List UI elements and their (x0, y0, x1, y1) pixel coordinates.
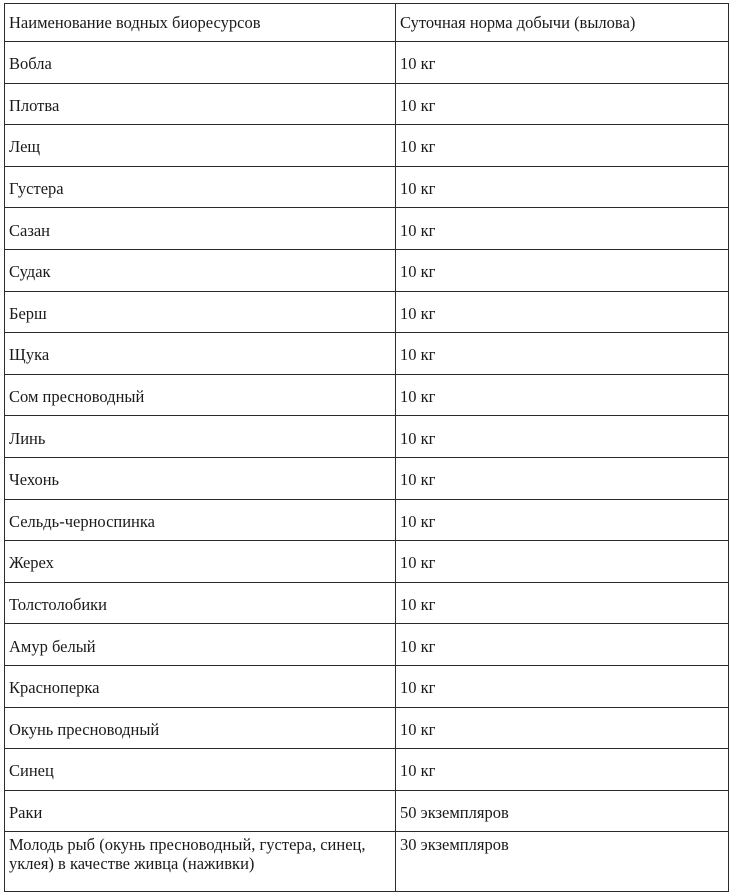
daily-norm-cell: 10 кг (396, 624, 729, 666)
table-header-row (5, 4, 729, 42)
resource-name-cell: Синец (5, 749, 396, 791)
table-body (5, 42, 729, 892)
document-page (4, 3, 728, 892)
daily-norm-cell: 10 кг (396, 249, 729, 291)
daily-norm-cell: 10 кг (396, 291, 729, 333)
catch-norms-table (4, 3, 729, 892)
table-row (5, 249, 729, 291)
table-row (5, 291, 729, 333)
daily-norm-cell: 10 кг (396, 707, 729, 749)
table-row (5, 624, 729, 666)
table-row (5, 665, 729, 707)
daily-norm-cell: 10 кг (396, 582, 729, 624)
resource-name-cell: Линь (5, 416, 396, 458)
table-row (5, 541, 729, 583)
resource-name-cell: Раки (5, 790, 396, 832)
daily-norm-cell: 10 кг (396, 333, 729, 375)
resource-name-cell: Окунь пресноводный (5, 707, 396, 749)
resource-name-cell: Амур белый (5, 624, 396, 666)
resource-name-cell: Судак (5, 249, 396, 291)
resource-name-cell: Густера (5, 166, 396, 208)
table-row (5, 125, 729, 167)
daily-norm-cell: 10 кг (396, 749, 729, 791)
resource-name-cell: Плотва (5, 83, 396, 125)
daily-norm-cell: 30 экземпляров (396, 832, 729, 892)
daily-norm-cell: 10 кг (396, 457, 729, 499)
resource-name-cell: Красноперка (5, 665, 396, 707)
daily-norm-cell: 10 кг (396, 665, 729, 707)
table-row (5, 749, 729, 791)
daily-norm-cell: 50 экземпляров (396, 790, 729, 832)
daily-norm-cell: 10 кг (396, 166, 729, 208)
daily-norm-cell: 10 кг (396, 416, 729, 458)
resource-name-cell: Щука (5, 333, 396, 375)
table-row (5, 333, 729, 375)
resource-name-cell: Толстолобики (5, 582, 396, 624)
daily-norm-cell: 10 кг (396, 83, 729, 125)
resource-name-cell: Берш (5, 291, 396, 333)
table-row (5, 166, 729, 208)
table-row (5, 208, 729, 250)
resource-name-cell: Лещ (5, 125, 396, 167)
table-row (5, 416, 729, 458)
daily-norm-cell: 10 кг (396, 541, 729, 583)
resource-name-cell: Сельдь-черноспинка (5, 499, 396, 541)
daily-norm-cell: 10 кг (396, 374, 729, 416)
table-row (5, 707, 729, 749)
table-row (5, 790, 729, 832)
resource-name-cell: Чехонь (5, 457, 396, 499)
table-row (5, 374, 729, 416)
resource-name-cell: Жерех (5, 541, 396, 583)
table-row (5, 83, 729, 125)
table-row (5, 582, 729, 624)
table-row (5, 457, 729, 499)
header-daily-norm: Суточная норма добычи (вылова) (396, 4, 729, 42)
resource-name-cell: Сом пресноводный (5, 374, 396, 416)
daily-norm-cell: 10 кг (396, 125, 729, 167)
daily-norm-cell: 10 кг (396, 42, 729, 84)
resource-name-cell: Вобла (5, 42, 396, 84)
resource-name-cell: Молодь рыб (окунь пресноводный, густера, синец, уклея) в качестве живца (наживки) (5, 832, 396, 892)
daily-norm-cell: 10 кг (396, 208, 729, 250)
table-row (5, 42, 729, 84)
daily-norm-cell: 10 кг (396, 499, 729, 541)
header-resource-name: Наименование водных биоресурсов (5, 4, 396, 42)
table-row (5, 832, 729, 892)
table-row (5, 499, 729, 541)
resource-name-cell: Сазан (5, 208, 396, 250)
